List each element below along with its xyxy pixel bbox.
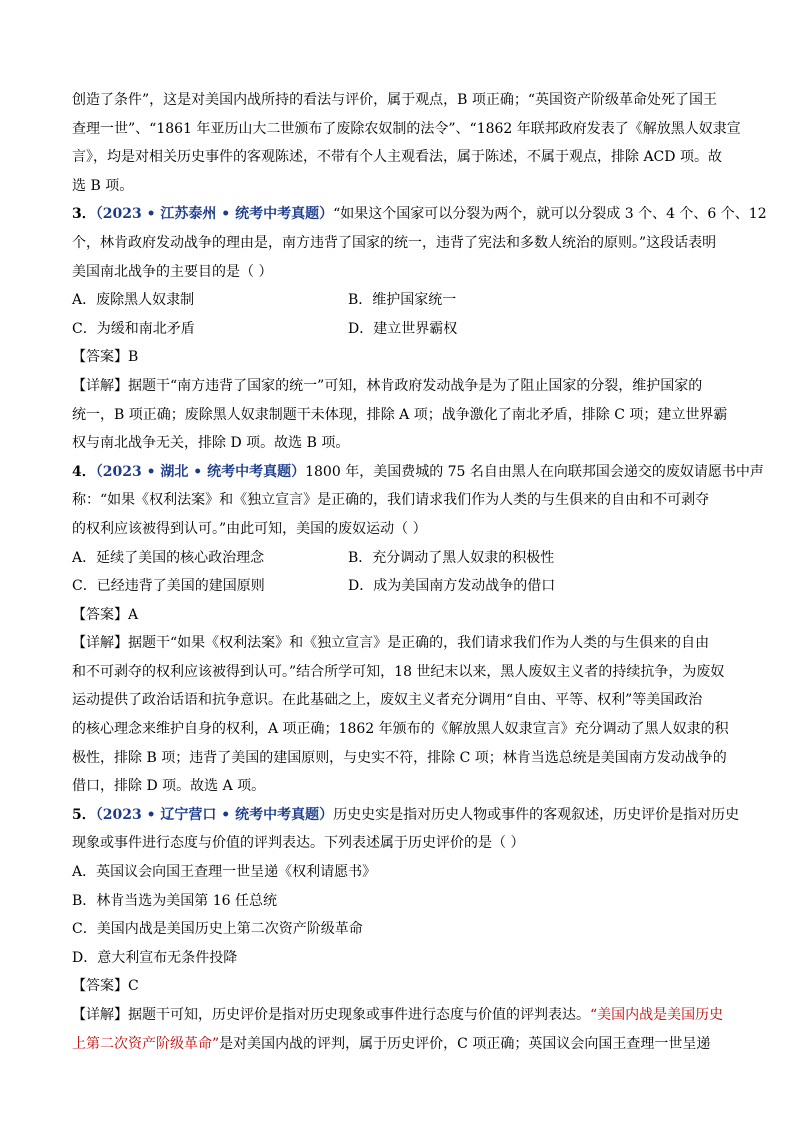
q3-stem-line-2: 个，林肯政府发动战争的理由是，南方违背了国家的统一，违背了宪法和多数人统治的原则。”这段话表明: [72, 234, 717, 251]
q4-detail-line-4: 的核心理念来维护自身的权利，A 项正确；1862 年颁布的《解放黑人奴隶宣言》充分调动了黑人奴隶的积: [72, 721, 729, 738]
q5-detail-line-2: 上第二次资产阶级革命”是对美国内战的评判，属于历史评价，C 项正确；英国议会向国王查理一世呈递: [72, 1035, 711, 1052]
q5-detail-line-1: 【详解】据题干可知，历史评价是指对历史现象或事件进行态度与价值的评判表达。“美国内战是美国历史: [72, 1007, 724, 1023]
q3-option-c: C．为缓和南北矛盾: [72, 320, 195, 337]
q5-stem-line-2: 现象或事件进行态度与价值的评判表达。下列表述属于历史评价的是（ ）: [72, 835, 525, 852]
q3-detail-line-3: 权与南北战争无关，排除 D 项。故选 B 项。: [72, 435, 350, 452]
q4-stem-line-2: 称：“如果《权利法案》和《独立宣言》是正确的，我们请求我们作为人类的与生俱来的自由和不可剥夺: [72, 492, 710, 509]
q4-source: （2023 • 湖北 • 统考中考真题）: [95, 463, 306, 480]
q5-option-a: A．英国议会向国王查理一世呈递《权利请愿书》: [72, 864, 377, 881]
q3-option-b: B．维护国家统一: [348, 292, 457, 309]
q5-number: 5．: [72, 806, 96, 823]
q4-number: 4．: [72, 463, 96, 480]
q3-detail-line-2: 统一，B 项正确；废除黑人奴隶制题干未体现，排除 A 项；战争激化了南北矛盾，排除 C 项；建立世界霸: [72, 406, 728, 423]
q3-answer: 【答案】B: [72, 349, 139, 366]
q5-highlight-quote-start: “美国内战是美国历史: [590, 1007, 724, 1023]
q3-stem-line-1: 3．（2023 • 江苏泰州 • 统考中考真题）“如果这个国家可以分裂为两个，就可以分裂成 3 个、4 个、6 个、12: [72, 206, 767, 223]
q5-option-c: C．美国内战是美国历史上第二次资产阶级革命: [72, 921, 363, 938]
q5-option-d: D．意大利宣布无条件投降: [72, 949, 238, 966]
intro-line-2: 查理一世”、“1861 年亚历山大二世颁布了废除农奴制的法令”、“1862 年联邦政府发表了《解放黑人奴隶宣: [72, 120, 741, 137]
document-content: [72, 86, 767, 1058]
q4-detail-line-2: 和不可剥夺的权利应该被得到认可。”结合所学可知，18 世纪末以来，黑人废奴主义者的持续抗争，为废奴: [72, 663, 725, 680]
q5-answer: 【答案】C: [72, 978, 139, 995]
q5-highlight-quote-end: 上第二次资产阶级革命”: [72, 1035, 220, 1052]
q3-options-row-2: [72, 315, 722, 344]
q3-detail-line-1: 【详解】据题干“南方违背了国家的统一”可知，林肯政府发动战争是为了阻止国家的分裂，维护国家的: [72, 377, 703, 394]
q4-detail-line-5: 极性，排除 B 项；违背了美国的建国原则，与史实不符，排除 C 项；林肯当选总统是美国南方发动战争的: [72, 749, 727, 766]
q5-stem-line-1: 5．（2023 • 辽宁营口 • 统考中考真题）历史史实是指对历史人物或事件的客观叙述，历史评价是指对历史: [72, 806, 740, 823]
intro-line-3: 言》，均是对相关历史事件的客观陈述，不带有个人主观看法，属于陈述，不属于观点，排除 ACD 项。故: [72, 149, 722, 166]
q4-options-row-1: [72, 544, 722, 573]
q3-option-a: A．废除黑人奴隶制: [72, 292, 195, 309]
q4-options-row-2: [72, 572, 722, 601]
q4-option-c: C．已经违背了美国的建国原则: [72, 578, 265, 595]
q3-source: （2023 • 江苏泰州 • 统考中考真题）: [95, 206, 334, 223]
intro-line-1: 创造了条件”，这是对美国内战所持的看法与评价，属于观点，B 项正确；“英国资产阶级革命处死了国王: [72, 92, 718, 108]
q4-answer: 【答案】A: [72, 606, 139, 623]
q4-option-d: D．成为美国南方发动战争的借口: [348, 578, 556, 595]
q4-stem-line-3: 的权利应该被得到认可。”由此可知，美国的废奴运动（ ）: [72, 520, 427, 537]
q3-option-d: D．建立世界霸权: [348, 320, 458, 337]
intro-line-4: 选 B 项。: [72, 177, 134, 194]
q3-stem-line-3: 美国南北战争的主要目的是（ ）: [72, 263, 273, 280]
q4-option-a: A．延续了美国的核心政治理念: [72, 549, 265, 566]
q5-option-b: B．林肯当选为美国第 16 任总统: [72, 892, 278, 909]
q4-detail-line-1: 【详解】据题干“如果《权利法案》和《独立宣言》是正确的，我们请求我们作为人类的与生俱来的自由: [72, 635, 710, 652]
q4-detail-line-6: 借口，排除 D 项。故选 A 项。: [72, 778, 266, 795]
q3-options-row-1: [72, 286, 722, 315]
q4-stem-line-1: 4．（2023 • 湖北 • 统考中考真题）1800 年，美国费城的 75 名自由黑人在向联邦国会递交的废奴请愿书中声: [72, 463, 764, 480]
q4-option-b: B．充分调动了黑人奴隶的积极性: [348, 549, 555, 566]
q4-detail-line-3: 运动提供了政治话语和抗争意识。在此基础之上，废奴主义者充分调用“自由、平等、权利”等美国政治: [72, 692, 703, 709]
q3-number: 3．: [72, 206, 96, 223]
q5-source: （2023 • 辽宁营口 • 统考中考真题）: [95, 806, 334, 823]
